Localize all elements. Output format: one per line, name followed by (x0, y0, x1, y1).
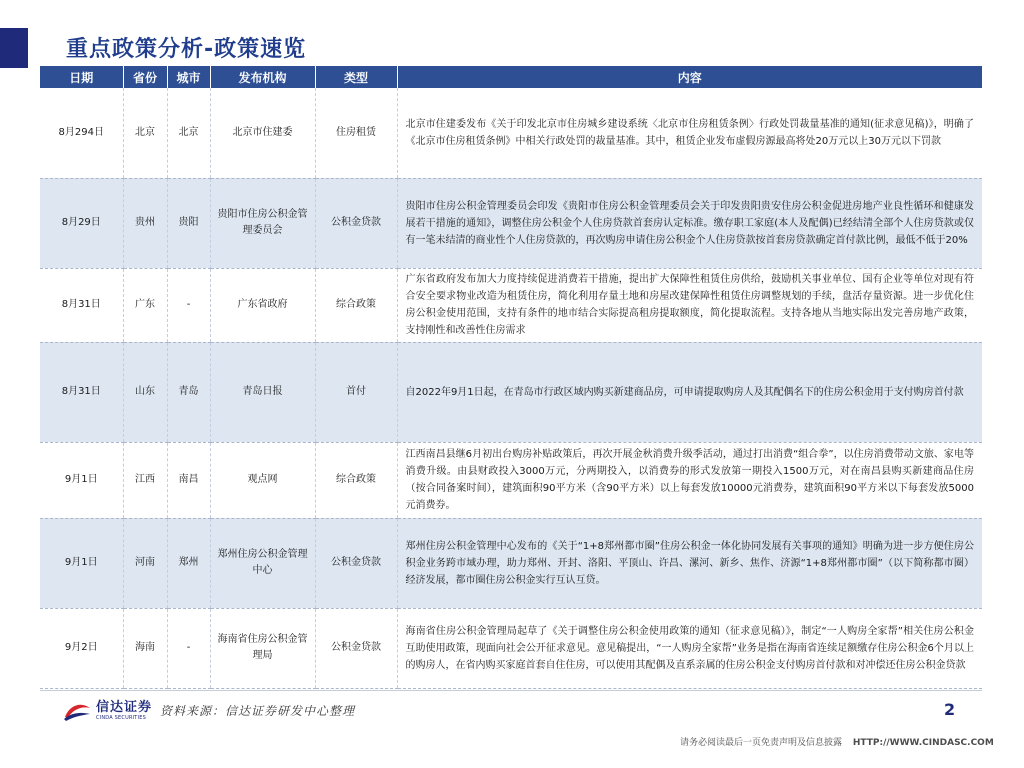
logo-name-en: CINDA SECURITIES (96, 715, 146, 721)
cell-city: 南昌 (167, 442, 210, 518)
cell-city: 青岛 (167, 342, 210, 442)
cell-issuer: 海南省住房公积金管理局 (210, 608, 315, 688)
cell-province: 江西 (123, 442, 167, 518)
cell-date: 9月2日 (40, 608, 123, 688)
table-row (40, 442, 982, 518)
cell-type: 综合政策 (315, 268, 397, 342)
cell-issuer: 贵阳市住房公积金管理委员会 (210, 178, 315, 268)
cell-issuer: 青岛日报 (210, 342, 315, 442)
cell-province: 山东 (123, 342, 167, 442)
page-number: 2 (944, 700, 956, 719)
header-city: 城市 (167, 66, 210, 88)
cell-content (397, 268, 982, 342)
cell-city: 贵阳 (167, 178, 210, 268)
cell-date: 8月31日 (40, 268, 123, 342)
cell-date: 9月1日 (40, 442, 123, 518)
page-title: 重点政策分析-政策速览 (66, 37, 307, 62)
header-date: 日期 (40, 66, 123, 88)
cell-date: 9月1日 (40, 518, 123, 608)
cell-city: 北京 (167, 88, 210, 178)
cell-issuer: 广东省政府 (210, 268, 315, 342)
cell-city: 郑州 (167, 518, 210, 608)
cell-type: 公积金贷款 (315, 178, 397, 268)
cell-content: 郑州住房公积金管理中心发布的《关于“1+8郑州都市圈”住房公积金一体化协同发展有关事项的通知》明确为进一步方便住房公积金业务跨市域办理，助力郑州、开封、洛阳、平顶山、许昌、漯河、新乡、焦作、济源“1+8郑州都市圈”（以下简称都市圈）经济发展，都市圈住房公积金实行互认互贷。 (397, 518, 982, 608)
policy-table (40, 66, 982, 689)
cell-issuer: 郑州住房公积金管理中心 (210, 518, 315, 608)
cell-issuer: 观点网 (210, 442, 315, 518)
table-row (40, 178, 982, 268)
cell-content: 贵阳市住房公积金管理委员会印发《贵阳市住房公积金管理委员会关于印发贵阳贵安住房公积金促进房地产业良性循环和健康发展若干措施的通知》，调整住房公积金个人住房贷款首套房认定标准。缴存职工家庭(本人及配偶)已经结清全部个人住房贷款或仅有一笔未结清的商业性个人住房贷款的，再次购房申请住房公积金个人住房贷款按首套房贷款确定首付款比例，最低不低于20% (397, 178, 982, 268)
cell-type: 综合政策 (315, 442, 397, 518)
footer-divider (40, 690, 982, 691)
cell-date: 8月294日 (40, 88, 123, 178)
table-row (40, 518, 982, 608)
disclaimer-text: 请务必阅读最后一页免责声明及信息披露 (680, 738, 843, 748)
cell-city: - (167, 608, 210, 688)
cell-type: 住房租赁 (315, 88, 397, 178)
cell-type: 首付 (315, 342, 397, 442)
cell-city: - (167, 268, 210, 342)
header-issuer: 发布机构 (210, 66, 315, 88)
cell-content: 自2022年9月1日起，在青岛市行政区域内购买新建商品房，可申请提取购房人及其配偶名下的住房公积金用于支付购房首付款 (397, 342, 982, 442)
cell-content: 海南省住房公积金管理局起草了《关于调整住房公积金使用政策的通知（征求意见稿）》，制定“一人购房全家帮”相关住房公积金互助使用政策，现面向社会公开征求意见。意见稿提出，“一人购房全家帮”业务是指在海南省连续足额缴存住房公积金6个月以上的购房人，在省内购买家庭首套自住住房，可以使用其配偶及直系亲属的住房公积金支付购房首付款和对冲偿还住房公积金贷款 (397, 608, 982, 688)
table-row (40, 342, 982, 442)
cell-issuer: 北京市住建委 (210, 88, 315, 178)
cell-province: 贵州 (123, 178, 167, 268)
website-link[interactable]: HTTP://WWW.CINDASC.COM (852, 738, 994, 748)
table-row (40, 608, 982, 688)
cell-type: 公积金贷款 (315, 608, 397, 688)
disclaimer (680, 735, 994, 748)
header-province: 省份 (123, 66, 167, 88)
table-row (40, 88, 982, 178)
logo-name-cn: 信达证券 (96, 700, 153, 715)
cell-content: 江西南昌县继6月初出台购房补贴政策后，再次开展金秋消费升级季活动，通过打出消费“组合拳”，以住房消费带动文旅、家电等消费升级。由县财政投入3000万元，分两期投入，以消费券的形式发放第一期投入1500万元，对在南昌县购买新建商品住房（按合同备案时间），建筑面积90平方米（含90平方米）以上每套发放10000元消费券，建筑面积90平方米以下每套发放5000元消费券。 (397, 442, 982, 518)
cell-type: 公积金贷款 (315, 518, 397, 608)
header-type: 类型 (315, 66, 397, 88)
cinda-logo (62, 700, 152, 722)
cinda-logo-icon (62, 700, 92, 722)
cell-province: 海南 (123, 608, 167, 688)
cell-province: 河南 (123, 518, 167, 608)
cell-content-text: 广东省政府发布加大力度持续促进消费若干措施，提出扩大保障性租赁住房供给，鼓励机关事业单位、国有企业等单位对现有符合安全要求物业改造为租赁住房，简化利用存量土地和房屋改建保障性租赁住房调整规划的手续，盘活存量资源。进一步优化住房公积金使用范围，支持有条件的地市结合实际提高租房提取额度，简化提取流程。支持各地从当地实际出发完善房地产政策，支持刚性和改善性住房需求 (405, 274, 974, 336)
cell-date: 8月29日 (40, 178, 123, 268)
header-content: 内容 (397, 66, 982, 88)
cell-province: 广东 (123, 268, 167, 342)
cell-date: 8月31日 (40, 342, 123, 442)
cell-province: 北京 (123, 88, 167, 178)
cell-content: 北京市住建委发布《关于印发北京市住房城乡建设系统〈北京市住房租赁条例〉行政处罚裁量基准的通知(征求意见稿)》，明确了《北京市住房租赁条例》中相关行政处罚的裁量基准。其中，租赁企业发布虚假房源最高将处20万元以上30万元以下罚款 (397, 88, 982, 178)
source-note: 资料来源：信达证券研发中心整理 (160, 704, 356, 718)
title-accent-block (0, 28, 28, 68)
table-header-row (40, 66, 982, 88)
table-row (40, 268, 982, 342)
